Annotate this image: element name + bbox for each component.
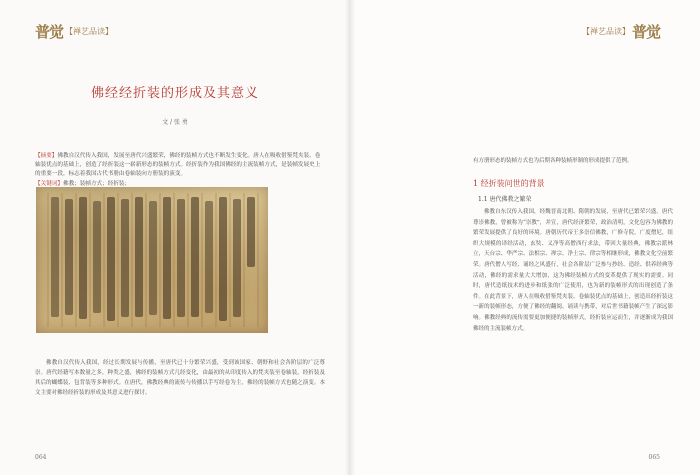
article-title: 佛经经折装的形成及其意义 [90, 86, 259, 101]
scripture-columns-graphic [36, 187, 268, 333]
section-heading: 1 经折装问世的背景 [473, 179, 545, 188]
body-text-right: 佛教自东汉传入我国，经魏晋南北朝、隋朝的发展，至唐代已繁荣兴盛。唐代尊崇佛教，曾被称为“崇教”，并宣，唐代经济繁荣，政治清明，文化包容为佛教的繁荣发展提供了良好的环境。唐朝历代帝王多崇信佛教，广修寺院，广度僧尼，组织大规模的译经活动，玄奘、义净等高僧西行求法，带回大量经典，佛教宗派林立，天台宗、华严宗、法相宗、禅宗、净土宗、律宗等相继形成，佛教文化空前繁荣。唐代僧人写经、诵经之风盛行，社会各阶层广泛参与抄经、造经、供养经典等活动，佛经的需求量大大增加，这为佛经装帧方式的变革提供了现实的需要。同时，唐代造纸技术的进步和纸张的广泛使用，也为新的装帧形式的出现创造了条件。在此背景下，唐人在吸收借鉴梵夹装、卷轴装优点的基础上，创造出经折装这一新的装帧形态，方便了佛经的翻阅、诵读与携带，对后世书籍装帧产生了深远影响。佛教经典的流传需要更加便捷的装帧形式，经折装应运而生，并逐渐成为我国佛经的主流装帧方式。 [473, 209, 673, 332]
keywords-text: 佛教；装帧方式；经折装； [62, 181, 131, 187]
continued-text: 有方册形态的装帧方式也为后期各种装帧形制的形成提供了范例。 [473, 158, 633, 164]
keywords-tag: 【关键词】 [35, 181, 63, 187]
column-name-right: 【禅艺品读】 [581, 26, 630, 36]
page-number-right: 065 [648, 454, 660, 461]
subsection-heading: 1.1 唐代佛教之繁荣 [478, 196, 532, 203]
brand-logo-right: 普觉 [631, 22, 660, 41]
abstract-paragraph [35, 152, 325, 179]
sutra-scripture-icon [36, 187, 268, 333]
abstract-tag: 【摘要】 [35, 153, 58, 159]
page-gutter [345, 0, 355, 475]
article-byline: 文 / 张 勇 [162, 119, 188, 126]
abstract-text: 佛教自汉代传入我国，发展至唐代兴盛繁荣，佛经的装帧方式也不断发生变化。唐人在吸收借鉴梵夹装、卷轴装优点的基础上，创造了经折装这一崭新形态的装帧方式。经折装作为我国佛经的主流装帧方式，是装帧发展史上的重要一段，标志着我国古代书册由卷轴装向方册装的演变。 [35, 153, 321, 177]
abstract-block [35, 152, 325, 189]
brand-header-right [582, 22, 660, 40]
brand-header-left [35, 22, 113, 40]
body-text-left: 佛教自汉代传入我国，经过长期发展与传播，至唐代已十分繁荣兴盛，受到该国家、朝野和社会各阶层的广泛尊崇。唐代经籍写本数量之多，种类之盛，佛经的装帧方式几经变化，由最初的从印度传入的梵夹装至卷轴装，经折装及其后的蝴蝶装、包背装等多种形式。在唐代，佛教经典的流传与传播以手写经卷为主，佛经的装帧方式也随之演变。本文主要对佛经经折装的形成及其意义进行探讨。 [35, 360, 325, 396]
column-name: 【禅艺品读】 [65, 26, 114, 36]
page-number-left: 064 [35, 454, 47, 461]
brand-logo: 普觉 [35, 22, 64, 41]
